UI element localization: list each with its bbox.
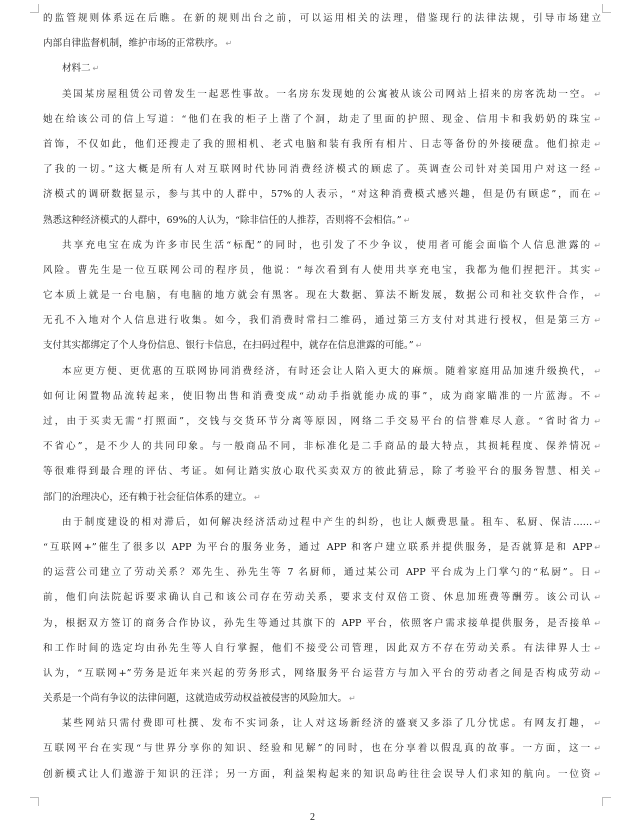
line-text: 首饰，不仅如此，他们还搜走了我的照相机、老式电脑和装有我所有相片、日志等备份的外接硬盘。他们掠走 bbox=[43, 138, 593, 150]
text-line bbox=[43, 485, 601, 510]
paragraph-mark-icon: ↵ bbox=[594, 190, 601, 200]
text-line bbox=[43, 535, 601, 560]
text-line bbox=[43, 56, 601, 81]
text-line bbox=[43, 510, 601, 535]
text-line bbox=[43, 384, 601, 409]
paragraph-mark-icon: ↵ bbox=[594, 719, 601, 729]
line-text: 的监管规则体系远在后瞧。在新的规则出台之前，可以运用相关的法理，借鉴现行的法律法规，引导市场建立 bbox=[43, 13, 601, 24]
text-line bbox=[43, 736, 601, 761]
line-text: 无孔不入地对个人信息进行收集。如今，我们消费时常扫二维码，通过第三方支付对其进行授权，但是第三方 bbox=[43, 315, 593, 327]
text-line bbox=[43, 283, 601, 308]
text-line bbox=[43, 762, 601, 787]
line-text: 前，他们向法院起诉要求确认自己和该公司存在劳动关系，要求支付双倍工资、休息加班费等酬劳。该公司认 bbox=[43, 592, 593, 604]
text-line bbox=[43, 434, 601, 459]
paragraph-mark-icon: ↵ bbox=[594, 417, 601, 426]
line-text: 济模式的调研数据显示，参与其中的人群中，57%的人表示，“对这种消费模式感兴趣，但是仍有顾虑”，而在 bbox=[43, 189, 593, 201]
margin-corner-mark bbox=[602, 797, 611, 806]
line-text: 内部自律监督机制，维护市场的正常秩序。 bbox=[43, 38, 224, 50]
line-text: 熟悉这种经济模式的人群中，69%的人认为，“除非信任的人推荐，否则将不会相信。” bbox=[43, 214, 402, 226]
text-line bbox=[43, 409, 601, 434]
text-line bbox=[43, 560, 601, 585]
line-text: 由于制度建设的相对滞后，如何解决经济活动过程中产生的纠纷，也让人颇费思量。租车、私厨、保洁…… bbox=[62, 516, 593, 528]
text-line bbox=[43, 82, 601, 107]
paragraph-mark-icon: ↵ bbox=[349, 694, 356, 704]
text-line bbox=[43, 182, 601, 207]
page-number: 2 bbox=[310, 812, 315, 823]
line-text: 如何让闲置物品流转起来，使旧物出售和消费变成“动动手指就能办成的事”，成为商家瞄准的一片蓝海。不 bbox=[43, 390, 593, 402]
text-line bbox=[43, 233, 601, 258]
text-line bbox=[43, 611, 601, 636]
line-text: 过，由于买卖无需“打照面”，交钱与交货环节分离等原因，网络二手交易平台的信誉难尽人意。“省时省力 bbox=[43, 416, 593, 427]
paragraph-mark-icon: ↵ bbox=[594, 114, 601, 124]
paragraph-mark-icon: ↵ bbox=[254, 492, 261, 502]
paragraph-mark-icon: ↵ bbox=[594, 769, 601, 779]
line-text: 它本质上就是一台电脑，有电脑的地方就会有黑客。现在大数据、算法不断发展，数据公司和社交软件合作， bbox=[43, 290, 593, 302]
line-text: 风险。曹先生是一位互联网公司的程序员，他说：“每次看到有人使用共享充电宝，我都为他们捏把汗。其实 bbox=[43, 264, 593, 276]
text-line bbox=[43, 686, 601, 711]
paragraph-mark-icon: ↵ bbox=[92, 64, 100, 74]
line-text: 等很难得到最合理的评估、考证。如何让踏实放心取代买卖双方的彼此猜忌，除了考验平台的服务智慧、相关 bbox=[43, 466, 593, 478]
line-text: 了我的一切。”这大概是所有人对互联网时代协同消费经济模式的顾虑了。英调查公司针对美国用户对这一经 bbox=[43, 164, 593, 176]
paragraph-mark-icon: ↵ bbox=[594, 668, 601, 678]
margin-corner-mark bbox=[602, 4, 611, 13]
text-line bbox=[43, 333, 601, 358]
document-body[interactable] bbox=[43, 6, 601, 787]
margin-corner-mark bbox=[30, 797, 39, 806]
text-line bbox=[43, 157, 601, 182]
text-line bbox=[43, 132, 601, 157]
margin-corner-mark bbox=[30, 4, 39, 13]
paragraph-mark-icon: ↵ bbox=[594, 366, 601, 376]
paragraph-mark-icon: ↵ bbox=[594, 643, 601, 653]
paragraph-mark-icon: ↵ bbox=[403, 215, 411, 225]
paragraph-mark-icon: ↵ bbox=[594, 165, 601, 175]
paragraph-mark-icon: ↵ bbox=[594, 517, 601, 527]
text-line bbox=[43, 208, 601, 233]
line-text: 不省心”，是不少人的共同印象。与一般商品不同，非标准化是二手商品的最大特点，其损耗程度、保养情况 bbox=[43, 441, 593, 453]
line-text: 的运营公司建立了劳动关系？邓先生、孙先生等 7 名厨师，通过某公司 APP 平台成为上门掌勺的“私厨”。日 bbox=[43, 567, 593, 579]
line-text: 支付其实都绑定了个人身份信息、银行卡信息，在扫码过程中，就存在信息泄露的可能。” bbox=[43, 340, 414, 352]
text-line bbox=[43, 636, 601, 661]
paragraph-mark-icon: ↵ bbox=[594, 467, 601, 477]
paragraph-mark-icon: ↵ bbox=[594, 89, 601, 99]
text-line bbox=[43, 585, 601, 610]
text-line bbox=[43, 308, 601, 333]
paragraph-mark-icon: ↵ bbox=[594, 568, 601, 578]
text-line bbox=[43, 31, 601, 56]
text-line bbox=[43, 359, 601, 384]
line-text: 关系是一个尚有争议的法律问题，这就造成劳动权益被侵害的风险加大。 bbox=[43, 693, 348, 705]
line-text: 认为，“互联网+”劳务是近年来兴起的劳务形式，网络服务平台运营方与加入平台的劳动者之间是否构成劳动 bbox=[43, 667, 593, 679]
text-line bbox=[43, 258, 601, 283]
paragraph-mark-icon: ↵ bbox=[594, 618, 601, 628]
line-text: 创新模式让人们遨游于知识的汪洋；另一方面，利益架构起来的知识岛屿往往会误导人们求知的航向。一位资 bbox=[43, 768, 593, 780]
line-text: 部门的治理决心，还有赖于社会征信体系的建立。 bbox=[43, 491, 253, 503]
line-text: 和工作时间的选定均由孙先生等人自行掌握，他们不接受公司管理，因此双方不存在劳动关系。有法律界人士 bbox=[43, 642, 593, 654]
paragraph-mark-icon: ↵ bbox=[415, 341, 423, 351]
paragraph-mark-icon: ↵ bbox=[594, 265, 601, 275]
text-line bbox=[43, 459, 601, 484]
paragraph-mark-icon: ↵ bbox=[594, 240, 601, 250]
text-line bbox=[43, 661, 601, 686]
text-line bbox=[43, 711, 601, 736]
line-text: 为，根据双方签订的商务合作协议，孙先生等通过其旗下的 APP 平台，依照客户需求接单提供服务，是否接单 bbox=[43, 617, 593, 629]
paragraph-mark-icon: ↵ bbox=[594, 442, 601, 452]
paragraph-mark-icon: ↵ bbox=[594, 139, 601, 149]
line-text: 材料二 bbox=[62, 63, 91, 75]
text-line bbox=[43, 107, 601, 132]
line-text: 互联网平台在实现“与世界分享你的知识、经验和见解”的同时，也在分享着以假乱真的故事。一方面，这一 bbox=[43, 743, 593, 755]
line-text: 美国某房屋租赁公司曾发生一起恶性事故。一名房东发现她的公寓被从该公司网站上招来的房客洗劫一空。 bbox=[62, 88, 593, 100]
paragraph-mark-icon: ↵ bbox=[594, 391, 601, 401]
paragraph-mark-icon: ↵ bbox=[594, 542, 601, 552]
paragraph-mark-icon: ↵ bbox=[225, 39, 233, 49]
line-text: 她在给该公司的信上写道：“他们在我的柜子上凿了个洞，劫走了里面的护照、现金、信用卡和我奶奶的珠宝 bbox=[43, 113, 593, 125]
line-text: “互联网+”催生了很多以 APP 为平台的服务业务，通过 APP 和客户建立联系并提供服务，是否就算是和 APP bbox=[43, 541, 593, 553]
text-line bbox=[43, 6, 601, 31]
line-text: 共享充电宝在成为许多市民生活“标配”的同时，也引发了不少争议，使用者可能会面临个人信息泄露的 bbox=[62, 239, 593, 251]
paragraph-mark-icon: ↵ bbox=[594, 291, 601, 301]
paragraph-mark-icon: ↵ bbox=[594, 316, 601, 326]
line-text: 某些网站只需付费即可杜撰、发布不实词条，让人对这场新经济的盛衰又多添了几分忧虑。有网友打趣， bbox=[62, 718, 593, 730]
paragraph-mark-icon: ↵ bbox=[594, 593, 601, 603]
paragraph-mark-icon: ↵ bbox=[594, 744, 601, 754]
line-text: 本应更方便、更优惠的互联网协同消费经济，有时还会让人陷入更大的麻烦。随着家庭用品加速升级换代， bbox=[62, 365, 593, 377]
